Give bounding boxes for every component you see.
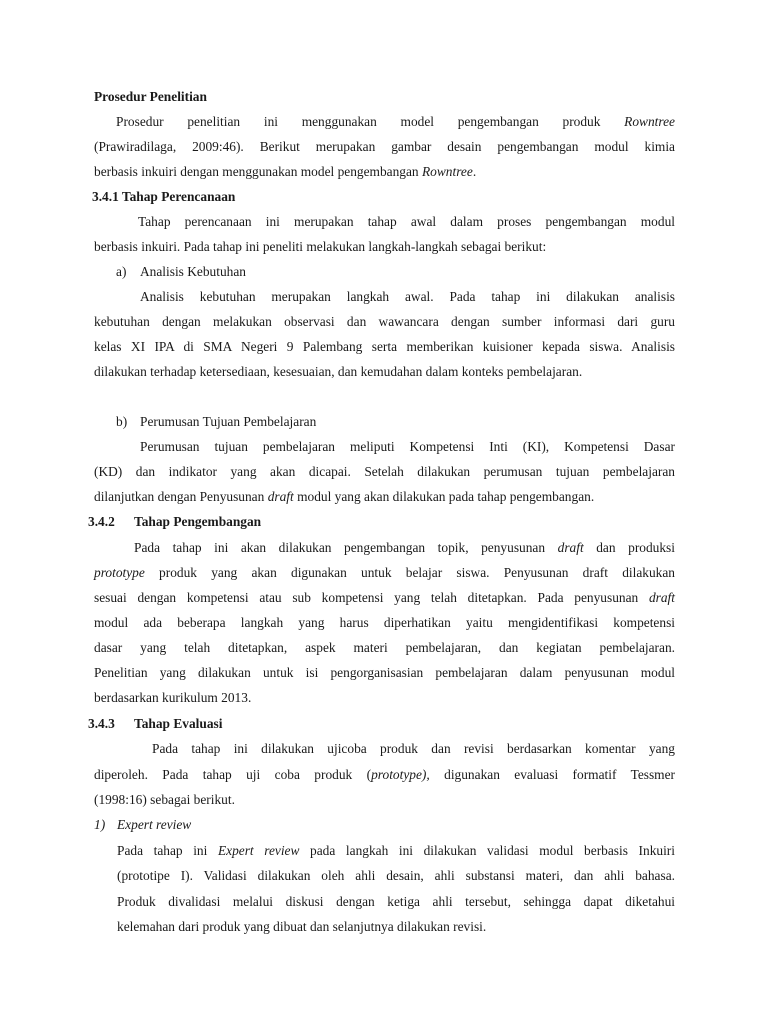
text-run: Pada tahap ini [117, 843, 218, 858]
paragraph-line: Analisis kebutuhan merupakan langkah awal. Pada tahap ini dilakukan analisis [140, 289, 675, 304]
paragraph-line: Produk divalidasi melalui diskusi dengan ketiga ahli tersebut, sehingga dapat diketahui [117, 894, 675, 909]
paragraph-line: Perumusan tujuan pembelajaran meliputi Kompetensi Inti (KI), Kompetensi Dasar [140, 439, 675, 454]
text-run: digunakan evaluasi formatif Tessmer [429, 767, 675, 782]
paragraph-line: berbasis inkuiri. Pada tahap ini peneliti melakukan langkah-langkah sebagai berikut: [94, 239, 547, 254]
paragraph-line: (1998:16) sebagai berikut. [94, 792, 235, 807]
list-marker: a) [116, 264, 127, 279]
subsection-heading-3-4-3: Tahap Evaluasi [134, 716, 223, 731]
paragraph-line: (prototipe I). Validasi dilakukan oleh ahli desain, ahli substansi materi, dan ahli bahasa. [117, 868, 675, 883]
subsection-heading-3-4-1: 3.4.1 Tahap Perencanaan [92, 189, 236, 204]
list-marker: 1) [94, 817, 106, 832]
italic-term: prototype [94, 565, 145, 580]
paragraph-line: dilakukan terhadap ketersediaan, kesesuaian, dan kemudahan dalam konteks pembelajaran. [94, 364, 583, 379]
paragraph-line: kelemahan dari produk yang dibuat dan selanjutnya dilakukan revisi. [117, 919, 487, 934]
paragraph-line [134, 540, 675, 556]
paragraph-line: (KD) dan indikator yang akan dicapai. Setelah dilakukan perumusan tujuan pembelajaran [94, 464, 675, 479]
paragraph-line: berdasarkan kurikulum 2013. [94, 690, 252, 705]
italic-term: draft [267, 489, 294, 504]
paragraph-line: Pada tahap ini dilakukan ujicoba produk dan revisi berdasarkan komentar yang [152, 741, 675, 756]
text-run: Pada tahap ini akan dilakukan pengembangan topik, penyusunan [134, 540, 558, 555]
italic-term: Expert review [217, 843, 300, 858]
paragraph-line [117, 843, 675, 859]
paragraph-line [94, 590, 675, 606]
paragraph-line [94, 767, 675, 783]
italic-term: Rowntree [421, 164, 473, 179]
list-item-label: Analisis Kebutuhan [140, 264, 246, 279]
text-run: . [472, 164, 477, 179]
subsection-number: 3.4.2 [88, 514, 115, 529]
paragraph-line: (Prawiradilaga, 2009:46). Berikut merupakan gambar desain pengembangan modul kimia [94, 139, 675, 154]
paragraph-line: Penelitian yang dilakukan untuk isi pengorganisasian pembelajaran dalam penyusunan modul [94, 665, 675, 680]
text-run: diperoleh. Pada tahap uji coba produk ( [94, 767, 372, 782]
italic-term: draft [557, 540, 584, 555]
list-item-label: Expert review [117, 817, 192, 832]
paragraph-line: Tahap perencanaan ini merupakan tahap awal dalam proses pengembangan modul [138, 214, 675, 229]
paragraph-line: modul ada beberapa langkah yang harus diperhatikan yaitu mengidentifikasi kompetensi [94, 615, 675, 630]
text-run: dilanjutkan dengan Penyusunan [94, 489, 268, 504]
text-run: dan produksi [583, 540, 675, 555]
paragraph-line: kebutuhan dengan melakukan observasi dan wawancara dengan sumber informasi dari guru [94, 314, 675, 329]
paragraph-line [94, 489, 594, 505]
paragraph-line [94, 565, 675, 581]
text-run: produk yang akan digunakan untuk belajar siswa. Penyusunan draft dilakukan [144, 565, 675, 580]
section-title: Prosedur Penelitian [94, 89, 207, 104]
list-marker: b) [116, 414, 128, 429]
list-item-label: Perumusan Tujuan Pembelajaran [140, 414, 317, 429]
paragraph-line [116, 114, 675, 130]
text-run: Prosedur penelitian ini menggunakan model pengembangan produk [116, 114, 625, 129]
paragraph-line: dasar yang telah ditetapkan, aspek materi pembelajaran, dan kegiatan pembelajaran. [94, 640, 675, 655]
subsection-number: 3.4.3 [88, 716, 115, 731]
text-run: modul yang akan dilakukan pada tahap pengembangan. [293, 489, 595, 504]
subsection-heading-3-4-2: Tahap Pengembangan [134, 514, 262, 529]
italic-term: Rowntree [624, 114, 675, 129]
italic-term: draft [648, 590, 675, 605]
text-run: pada langkah ini dilakukan validasi modul berbasis Inkuiri [299, 843, 675, 858]
italic-term: prototype), [371, 767, 430, 782]
paragraph-line: kelas XI IPA di SMA Negeri 9 Palembang serta memberikan kuisioner kepada siswa. Analisis [94, 339, 675, 354]
paragraph-line [94, 164, 476, 180]
text-run: berbasis inkuiri dengan menggunakan model pengembangan [94, 164, 422, 179]
text-run: sesuai dengan kompetensi atau sub kompetensi yang telah ditetapkan. Pada penyusunan [94, 590, 649, 605]
